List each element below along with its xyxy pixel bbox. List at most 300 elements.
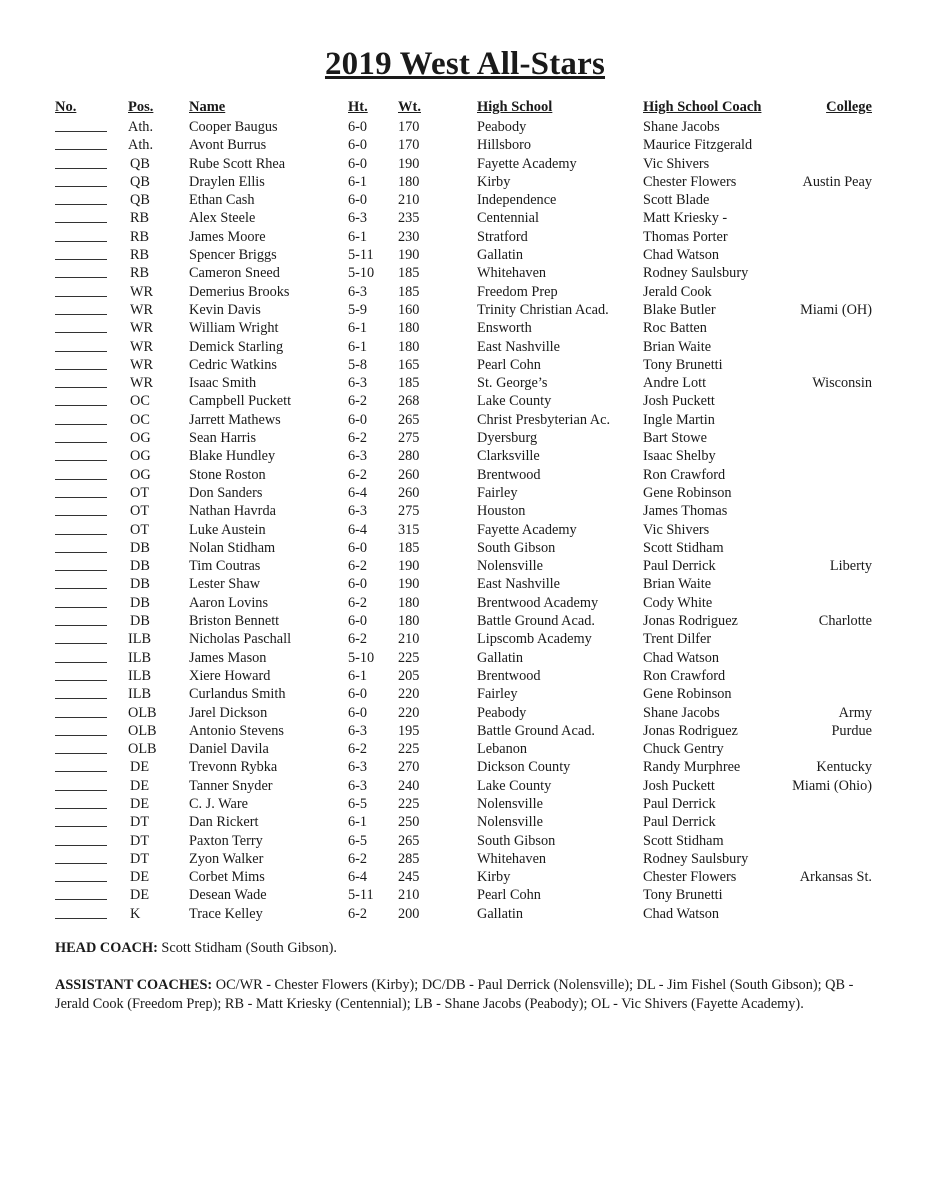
player-height: 6-2 [348, 594, 368, 611]
player-position: DE [130, 759, 150, 776]
table-row [0, 905, 930, 923]
player-high-school: Kirby [477, 173, 511, 190]
number-blank [55, 905, 107, 923]
player-name: Nathan Havrda [189, 503, 276, 520]
player-name: Paxton Terry [189, 832, 263, 849]
player-height: 5-11 [348, 887, 374, 904]
header-wt: Wt. [398, 99, 421, 115]
player-height: 6-2 [348, 905, 368, 922]
player-college: Miami (OH) [800, 301, 872, 318]
player-weight: 210 [398, 887, 420, 904]
header-no: No. [55, 99, 77, 115]
player-high-school: Brentwood Academy [477, 594, 599, 611]
header-high-school: High School [477, 99, 553, 115]
player-weight: 225 [398, 795, 420, 812]
player-weight: 265 [398, 832, 420, 849]
blank-line [55, 905, 107, 919]
player-name: Demerius Brooks [189, 283, 290, 300]
blank-line [55, 356, 107, 370]
table-row [0, 575, 930, 593]
blank-line [55, 777, 107, 791]
player-position: WR [130, 283, 154, 300]
table-row [0, 868, 930, 886]
player-high-school: Dickson County [477, 759, 571, 776]
player-coach: Chad Watson [643, 905, 720, 922]
player-coach: Jonas Rodriguez [643, 722, 738, 739]
player-name: Zyon Walker [189, 850, 264, 867]
player-coach: Chad Watson [643, 649, 720, 666]
player-name: Trevonn Rybka [189, 759, 278, 776]
player-name: James Mason [189, 649, 267, 666]
player-position: ILB [128, 631, 152, 648]
player-weight: 195 [398, 722, 420, 739]
blank-line [55, 155, 107, 169]
number-blank [55, 447, 107, 465]
blank-line [55, 758, 107, 772]
player-position: DT [130, 832, 150, 849]
head-coach-label: HEAD COACH: [55, 940, 158, 956]
player-weight: 185 [398, 539, 420, 556]
number-blank [55, 649, 107, 667]
player-position: OG [130, 448, 151, 465]
player-weight: 240 [398, 777, 420, 794]
player-coach: Brian Waite [643, 576, 712, 593]
blank-line [55, 502, 107, 516]
player-position: QB [130, 155, 150, 172]
player-height: 6-1 [348, 320, 368, 337]
blank-line [55, 557, 107, 571]
player-coach: Paul Derrick [643, 795, 716, 812]
number-blank [55, 209, 107, 227]
player-weight: 205 [398, 667, 420, 684]
blank-line [55, 795, 107, 809]
number-blank [55, 264, 107, 282]
number-blank [55, 667, 107, 685]
player-position: QB [130, 173, 150, 190]
player-coach: Vic Shivers [643, 521, 710, 538]
player-coach: Tony Brunetti [643, 887, 723, 904]
player-weight: 280 [398, 448, 420, 465]
player-high-school: Whitehaven [477, 850, 547, 867]
table-row [0, 466, 930, 484]
number-blank [55, 539, 107, 557]
player-high-school: St. George’s [477, 375, 548, 392]
player-position: WR [130, 356, 154, 373]
blank-line [55, 868, 107, 882]
table-row [0, 264, 930, 282]
player-high-school: Battle Ground Acad. [477, 613, 595, 630]
player-position: RB [130, 265, 150, 282]
player-weight: 225 [398, 649, 420, 666]
player-college: Kentucky [816, 759, 872, 776]
header-college: College [826, 99, 872, 115]
player-name: Nicholas Paschall [189, 631, 292, 648]
table-row [0, 136, 930, 154]
player-coach: Scott Blade [643, 192, 710, 209]
player-high-school: Trinity Christian Acad. [477, 301, 609, 318]
table-row [0, 374, 930, 392]
table-row [0, 521, 930, 539]
player-high-school: Ensworth [477, 320, 532, 337]
player-weight: 220 [398, 704, 420, 721]
number-blank [55, 704, 107, 722]
player-coach: Ron Crawford [643, 667, 726, 684]
table-row [0, 173, 930, 191]
player-coach: Josh Puckett [643, 393, 715, 410]
player-coach: Paul Derrick [643, 558, 716, 575]
player-name: Demick Starling [189, 338, 284, 355]
blank-line [55, 246, 107, 260]
table-row [0, 429, 930, 447]
player-name: Tanner Snyder [189, 777, 273, 794]
table-row [0, 630, 930, 648]
number-blank [55, 429, 107, 447]
player-weight: 235 [398, 210, 420, 227]
player-height: 5-11 [348, 247, 374, 264]
blank-line [55, 539, 107, 553]
number-blank [55, 191, 107, 209]
table-row [0, 155, 930, 173]
player-coach: Shane Jacobs [643, 119, 720, 135]
player-height: 6-0 [348, 704, 368, 721]
player-coach: Blake Butler [643, 301, 716, 318]
player-position: WR [130, 338, 154, 355]
player-name: Nolan Stidham [189, 539, 276, 556]
player-coach: Roc Batten [643, 320, 707, 337]
blank-line [55, 630, 107, 644]
player-weight: 275 [398, 503, 420, 520]
player-high-school: Dyersburg [477, 430, 538, 447]
player-position: OT [130, 503, 150, 520]
player-name: Daniel Davila [189, 741, 269, 758]
player-name: Cooper Baugus [189, 119, 278, 135]
player-weight: 200 [398, 905, 420, 922]
blank-line [55, 136, 107, 150]
player-position: OLB [128, 704, 157, 721]
player-weight: 190 [398, 576, 420, 593]
table-row [0, 667, 930, 685]
player-weight: 225 [398, 741, 420, 758]
player-name: Trace Kelley [189, 905, 263, 922]
player-coach: Jonas Rodriguez [643, 613, 738, 630]
player-position: DE [130, 777, 150, 794]
player-name: Jarrett Mathews [189, 411, 281, 428]
player-high-school: Houston [477, 503, 526, 520]
blank-line [55, 118, 107, 132]
player-position: OT [130, 484, 150, 501]
player-coach: Scott Stidham [643, 832, 724, 849]
blank-line [55, 319, 107, 333]
player-height: 6-0 [348, 119, 368, 135]
player-coach: Isaac Shelby [643, 448, 716, 465]
number-blank [55, 722, 107, 740]
player-high-school: Brentwood [477, 466, 541, 483]
player-coach: Matt Kriesky - [643, 210, 728, 227]
table-row [0, 118, 930, 136]
table-row [0, 850, 930, 868]
table-row [0, 539, 930, 557]
player-name: Alex Steele [189, 210, 256, 227]
player-weight: 180 [398, 613, 420, 630]
player-high-school: Fairley [477, 484, 518, 501]
table-row [0, 246, 930, 264]
player-height: 6-1 [348, 338, 368, 355]
player-position: DB [130, 576, 150, 593]
player-weight: 185 [398, 265, 420, 282]
table-row [0, 813, 930, 831]
number-blank [55, 502, 107, 520]
blank-line [55, 429, 107, 443]
player-coach: Brian Waite [643, 338, 712, 355]
blank-line [55, 283, 107, 297]
player-name: Tim Coutras [189, 558, 261, 575]
player-high-school: Nolensville [477, 795, 543, 812]
number-blank [55, 868, 107, 886]
player-height: 6-2 [348, 466, 368, 483]
player-weight: 180 [398, 338, 420, 355]
player-coach: Scott Stidham [643, 539, 724, 556]
player-position: DT [130, 814, 150, 831]
number-blank [55, 136, 107, 154]
player-high-school: Gallatin [477, 649, 524, 666]
player-weight: 260 [398, 466, 420, 483]
assistant-coaches-text: OC/WR - Chester Flowers (Kirby); DC/DB - Paul Derrick (Nolensville); DL - Jim Fishel (South Gibson); QB - Jerald Cook (Freedom Prep); RB - Matt Kriesky (Centennial); LB - Shane Jacobs (Peabody); OL - Vic Shivers (Fayette Academy). [55, 977, 854, 1012]
blank-line [55, 411, 107, 425]
player-weight: 265 [398, 411, 420, 428]
player-college: Liberty [829, 558, 872, 575]
blank-line [55, 374, 107, 388]
player-height: 6-0 [348, 137, 368, 154]
player-high-school: Christ Presbyterian Ac. [477, 411, 611, 428]
player-college: Charlotte [818, 613, 872, 630]
player-weight: 190 [398, 558, 420, 575]
blank-line [55, 704, 107, 718]
player-weight: 160 [398, 301, 420, 318]
player-coach: Shane Jacobs [643, 704, 720, 721]
player-position: DB [130, 613, 150, 630]
player-position: ILB [128, 649, 152, 666]
player-weight: 220 [398, 686, 420, 703]
player-coach: Gene Robinson [643, 686, 732, 703]
player-name: Briston Bennett [189, 613, 280, 630]
table-row [0, 557, 930, 575]
player-position: RB [130, 247, 150, 264]
blank-line [55, 521, 107, 535]
table-row [0, 886, 930, 904]
player-position: WR [130, 320, 154, 337]
player-height: 5-8 [348, 356, 368, 373]
player-height: 6-4 [348, 521, 368, 538]
player-college: Miami (Ohio) [792, 777, 872, 794]
number-blank [55, 813, 107, 831]
player-coach: Ron Crawford [643, 466, 726, 483]
player-position: ILB [128, 686, 152, 703]
roster-table [0, 118, 930, 923]
player-position: DE [130, 887, 150, 904]
number-blank [55, 228, 107, 246]
player-height: 6-2 [348, 393, 368, 410]
player-height: 6-2 [348, 430, 368, 447]
player-college: Arkansas St. [799, 869, 872, 886]
player-coach: Chuck Gentry [643, 741, 724, 758]
player-weight: 315 [398, 521, 420, 538]
blank-line [55, 191, 107, 205]
player-height: 6-1 [348, 228, 368, 245]
player-coach: Jerald Cook [643, 283, 712, 300]
number-blank [55, 630, 107, 648]
player-coach: Chad Watson [643, 247, 720, 264]
player-high-school: Clarksville [477, 448, 540, 465]
player-position: DE [130, 869, 150, 886]
table-row [0, 722, 930, 740]
table-row [0, 209, 930, 227]
player-position: OC [130, 411, 150, 428]
player-height: 6-4 [348, 484, 368, 501]
player-weight: 268 [398, 393, 420, 410]
player-weight: 180 [398, 173, 420, 190]
player-height: 6-0 [348, 411, 368, 428]
table-row [0, 447, 930, 465]
player-coach: Cody White [643, 594, 713, 611]
player-position: WR [130, 301, 154, 318]
table-row [0, 319, 930, 337]
number-blank [55, 118, 107, 136]
player-high-school: Centennial [477, 210, 539, 227]
player-position: OC [130, 393, 150, 410]
blank-line [55, 264, 107, 278]
table-row [0, 191, 930, 209]
player-weight: 260 [398, 484, 420, 501]
blank-line [55, 173, 107, 187]
number-blank [55, 740, 107, 758]
player-coach: Gene Robinson [643, 484, 732, 501]
player-height: 6-3 [348, 210, 368, 227]
player-weight: 230 [398, 228, 420, 245]
player-weight: 250 [398, 814, 420, 831]
header-pos: Pos. [128, 99, 154, 115]
player-height: 6-0 [348, 686, 368, 703]
player-name: Cameron Sneed [189, 265, 280, 282]
blank-line [55, 722, 107, 736]
player-name: Blake Hundley [189, 448, 276, 465]
player-weight: 210 [398, 192, 420, 209]
number-blank [55, 411, 107, 429]
player-height: 6-1 [348, 667, 368, 684]
blank-line [55, 392, 107, 406]
table-row [0, 228, 930, 246]
player-position: DE [130, 795, 150, 812]
assistant-coaches-paragraph [55, 976, 875, 1013]
player-position: RB [130, 210, 150, 227]
player-name: Rube Scott Rhea [189, 155, 286, 172]
blank-line [55, 575, 107, 589]
number-blank [55, 319, 107, 337]
player-weight: 270 [398, 759, 420, 776]
table-row [0, 758, 930, 776]
number-blank [55, 301, 107, 319]
player-coach: Josh Puckett [643, 777, 715, 794]
head-coach-line [55, 939, 875, 958]
player-weight: 245 [398, 869, 420, 886]
player-name: James Moore [189, 228, 266, 245]
number-blank [55, 557, 107, 575]
player-height: 6-3 [348, 283, 368, 300]
player-height: 6-3 [348, 503, 368, 520]
player-weight: 170 [398, 137, 420, 154]
player-weight: 190 [398, 155, 420, 172]
player-name: Aaron Lovins [189, 594, 269, 611]
number-blank [55, 356, 107, 374]
player-coach: Randy Murphree [643, 759, 741, 776]
blank-line [55, 301, 107, 315]
number-blank [55, 612, 107, 630]
number-blank [55, 832, 107, 850]
player-high-school: South Gibson [477, 832, 556, 849]
table-row [0, 502, 930, 520]
table-row [0, 283, 930, 301]
player-weight: 180 [398, 320, 420, 337]
player-height: 6-1 [348, 814, 368, 831]
blank-line [55, 886, 107, 900]
table-header [0, 99, 930, 118]
number-blank [55, 374, 107, 392]
player-height: 6-2 [348, 631, 368, 648]
table-row [0, 594, 930, 612]
player-name: Draylen Ellis [189, 173, 265, 190]
blank-line [55, 447, 107, 461]
player-height: 6-0 [348, 539, 368, 556]
blank-line [55, 850, 107, 864]
player-high-school: Lake County [477, 393, 552, 410]
player-height: 6-2 [348, 850, 368, 867]
player-high-school: Independence [477, 192, 557, 209]
player-weight: 180 [398, 594, 420, 611]
player-high-school: South Gibson [477, 539, 556, 556]
table-row [0, 392, 930, 410]
table-row [0, 740, 930, 758]
player-high-school: Hillsboro [477, 137, 532, 154]
blank-line [55, 466, 107, 480]
player-high-school: Peabody [477, 704, 527, 721]
table-row [0, 411, 930, 429]
player-name: William Wright [189, 320, 279, 337]
player-high-school: Pearl Cohn [477, 356, 541, 373]
head-coach-text: Scott Stidham (South Gibson). [157, 940, 337, 956]
player-height: 6-2 [348, 558, 368, 575]
number-blank [55, 886, 107, 904]
player-position: ILB [128, 667, 152, 684]
player-position: WR [130, 375, 154, 392]
player-weight: 165 [398, 356, 420, 373]
player-position: OLB [128, 741, 157, 758]
player-height: 6-0 [348, 613, 368, 630]
player-high-school: Peabody [477, 119, 527, 135]
player-position: DB [130, 558, 150, 575]
table-row [0, 832, 930, 850]
player-weight: 190 [398, 247, 420, 264]
table-row [0, 356, 930, 374]
player-name: Stone Roston [189, 466, 266, 483]
number-blank [55, 777, 107, 795]
number-blank [55, 758, 107, 776]
player-name: Desean Wade [189, 887, 267, 904]
player-college: Wisconsin [812, 375, 872, 392]
player-high-school: Fayette Academy [477, 521, 577, 538]
blank-line [55, 685, 107, 699]
player-height: 6-1 [348, 173, 368, 190]
blank-line [55, 338, 107, 352]
player-height: 6-0 [348, 155, 368, 172]
